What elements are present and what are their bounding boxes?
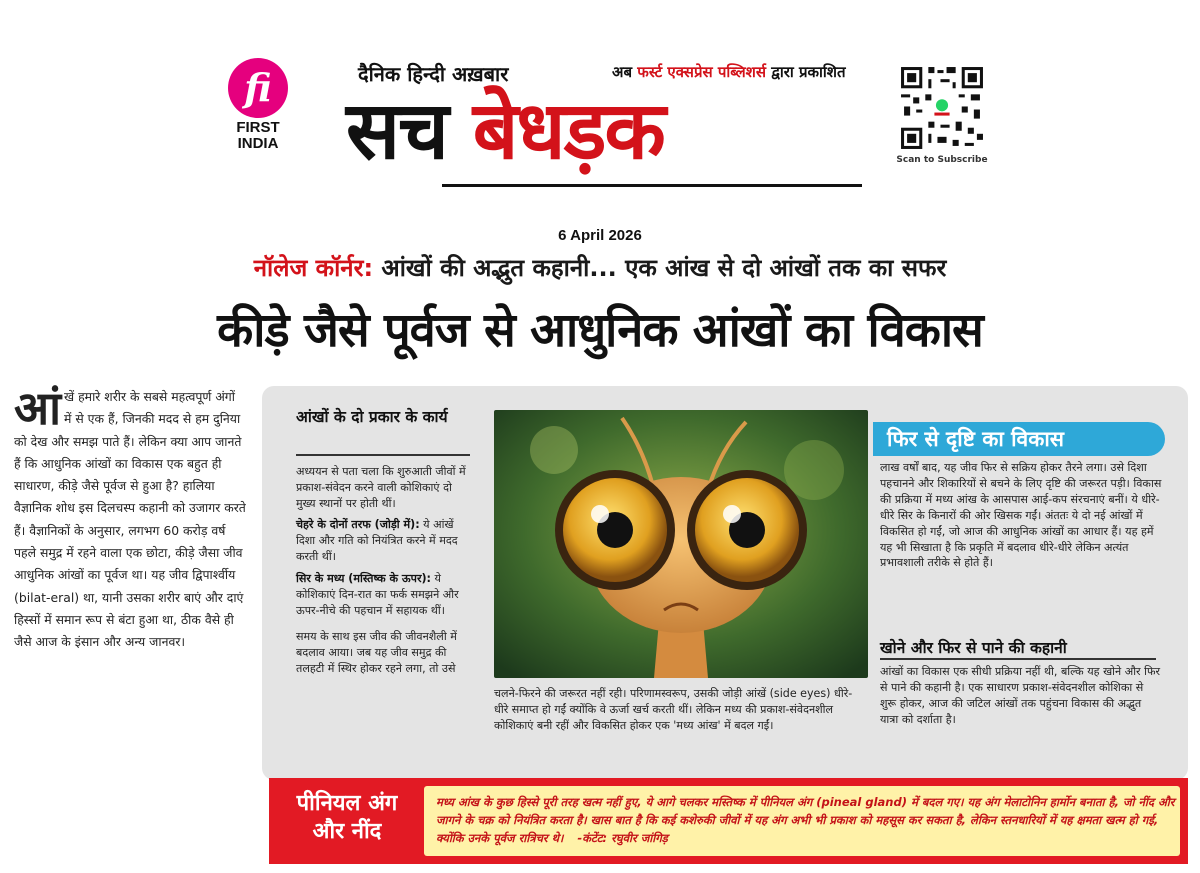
publisher-name: फर्स्ट एक्सप्रेस पब्लिशर्स bbox=[637, 63, 766, 81]
box-intro: अध्ययन से पता चला कि शुरुआती जीवों में प्रकाश-संवेदन करने वाली कोशिकाएं दो मुख्य स्थानों पर होती थीं। bbox=[296, 465, 466, 511]
brand-part2: बेधड़क bbox=[472, 84, 664, 177]
kicker-label: नॉलेज कॉर्नर: bbox=[253, 254, 374, 282]
kicker-text: आंखों की अद्भुत कहानी... एक आंख से दो आंखों तक का सफर bbox=[373, 254, 947, 282]
brand-underline bbox=[442, 184, 862, 187]
vision-evolution-title: फिर से दृष्टि का विकास bbox=[873, 422, 1165, 456]
pineal-box-text bbox=[436, 793, 1178, 847]
newspaper-tagline: दैनिक हिन्दी अख़बार bbox=[358, 62, 509, 86]
lose-regain-text: आंखों का विकास एक सीधी प्रक्रिया नहीं थी, बल्कि यह खोने और फिर से पाने की कहानी है। एक साधारण प्रकाश-संवेदनशील कोशिका से शुरू होकर, आज की जटिल आंखों तक पहुंचना विकास की अद्भुत यात्रा को दर्शाता है। bbox=[880, 665, 1161, 726]
lead-text: खें हमारे शरीर के सबसे महत्वपूर्ण अंगों में से एक हैं, जिनकी मदद से हम दुनिया को देख और समझ पाते हैं। लेकिन क्या आप जानते हैं कि आधुनिक आंखों का विकास एक बहुत ही साधारण, कीड़े जैसे पूर्वज से हुआ है? हालिया वैज्ञानिक शोध इस दिलचस्प कहानी को उजागर करते हैं। वैज्ञानिकों के अनुसार, लगभग 60 करोड़ वर्ष पहले समुद्र में रहने वाला एक छोटा, कीड़े जैसा जीव आधुनिक आंखों का पूर्वज था। यह जीव द्विपार्श्वीय (bilat-eral) था, यानी उसका शरीर बाएं और दाएं हिस्सों में समान रूप से बंटा हुआ था, ठीक वैसे ही जैसे आज के इंसान और अन्य जानवर। bbox=[14, 389, 246, 650]
box-point-1-text: ये आंखें दिशा और गति को नियंत्रित करने में मदद करती थीं। bbox=[296, 518, 458, 564]
lead-paragraph bbox=[14, 381, 246, 654]
brand-part1: सच bbox=[346, 84, 473, 177]
box-body bbox=[296, 464, 474, 682]
publisher-prefix: अब bbox=[612, 63, 638, 81]
first-india-logo-text bbox=[218, 120, 298, 152]
publication-date: 6 April 2026 bbox=[558, 227, 642, 244]
subtitle-rule bbox=[880, 658, 1156, 660]
pineal-text: मध्य आंख के कुछ हिस्से पूरी तरह खत्म नहीं हुए, ये आगे चलकर मस्तिष्क में पीनियल अंग (pineal gland) में बदल गए। यह अंग मेलाटोनिन हार्मोन बनाता है, जो नींद और जागने के चक्र को नियंत्रित करता है। खास बात है कि कई कशेरुकी जीवों में यह अंग अभी भी प्रकाश को महसूस कर सकता है, लेकिन स्तनधारियों में यह क्षमता खत्म हो गई, क्योंकि उनके पूर्वज रात्रिचर थे। bbox=[436, 795, 1175, 845]
publisher-suffix: द्वारा प्रकाशित bbox=[765, 63, 846, 81]
box-point-2 bbox=[296, 571, 474, 619]
pineal-box-title: पीनियल अंग और नींद bbox=[296, 791, 398, 844]
middle-column-text: चलने-फिरने की जरूरत नहीं रही। परिणामस्वरूप, उसकी जोड़ी आंखें (side eyes) धीरे-धीरे समाप्त हो गईं क्योंकि वे ऊर्जा खर्च करती थीं। लेकिन मध्य की प्रकाश-संवेदनशील कोशिकाएं बनी रहीं और विकसित होकर एक 'मध्य आंख' में बदल गईं। bbox=[494, 687, 853, 733]
box-point-1 bbox=[296, 517, 474, 565]
first-india-logo: fi bbox=[228, 58, 288, 118]
drop-cap: आं bbox=[14, 381, 62, 435]
newspaper-brand bbox=[346, 76, 664, 186]
box-title: आंखों के दो प्रकार के कार्य bbox=[296, 408, 448, 426]
lose-regain-subtitle: खोने और फिर से पाने की कहानी bbox=[880, 639, 1067, 657]
box-point-2-text: ये कोशिकाएं दिन-रात का फर्क समझने और ऊपर-नीचे की पहचान में सहायक थीं। bbox=[296, 571, 459, 617]
content-credit: -कंटेंट: रघुवीर जांगिड़ bbox=[577, 831, 668, 845]
vision-evolution-text: लाख वर्षों बाद, यह जीव फिर से सक्रिय होकर तैरने लगा। उसे दिशा पहचानने और शिकारियों से बचने के लिए दृष्टि की जरूरत पड़ी। विकास की प्रक्रिया में मध्य आंख के आसपास आई-कप संरचनाएं बनीं। ये धीरे-धीरे सिर के किनारों की ओर खिसक गईं। अंततः ये दो नई आंखों में विकसित हो गईं, जो आज की आधुनिक आंखों का आधार हैं। यह हमें यह भी सिखाता है कि प्रकृति में बदलाव धीरे-धीरे लेकिन अत्यंत प्रभावशाली तरीके से होते हैं। bbox=[880, 461, 1162, 570]
logo-text-line2: INDIA bbox=[237, 135, 279, 152]
box-continuation: समय के साथ इस जीव की जीवनशैली में बदलाव आया। जब यह जीव समुद्र की तलहटी में स्थिर होकर रहने लगा, तो उसे bbox=[296, 629, 457, 676]
creature-eyes-photo bbox=[494, 410, 868, 678]
main-headline: कीड़े जैसे पूर्वज से आधुनिक आंखों का विकास bbox=[217, 303, 983, 358]
box-point-1-label: चेहरे के दोनों तरफ (जोड़ी में): bbox=[296, 518, 420, 532]
box-title-rule bbox=[296, 454, 470, 456]
kicker-headline bbox=[0, 251, 1200, 284]
subscribe-qr-code-icon[interactable] bbox=[898, 64, 986, 152]
box-point-2-label: सिर के मध्य (मस्तिष्क के ऊपर): bbox=[296, 571, 431, 585]
logo-text-line1: FIRST bbox=[236, 119, 280, 136]
qr-caption: Scan to Subscribe bbox=[896, 155, 988, 165]
